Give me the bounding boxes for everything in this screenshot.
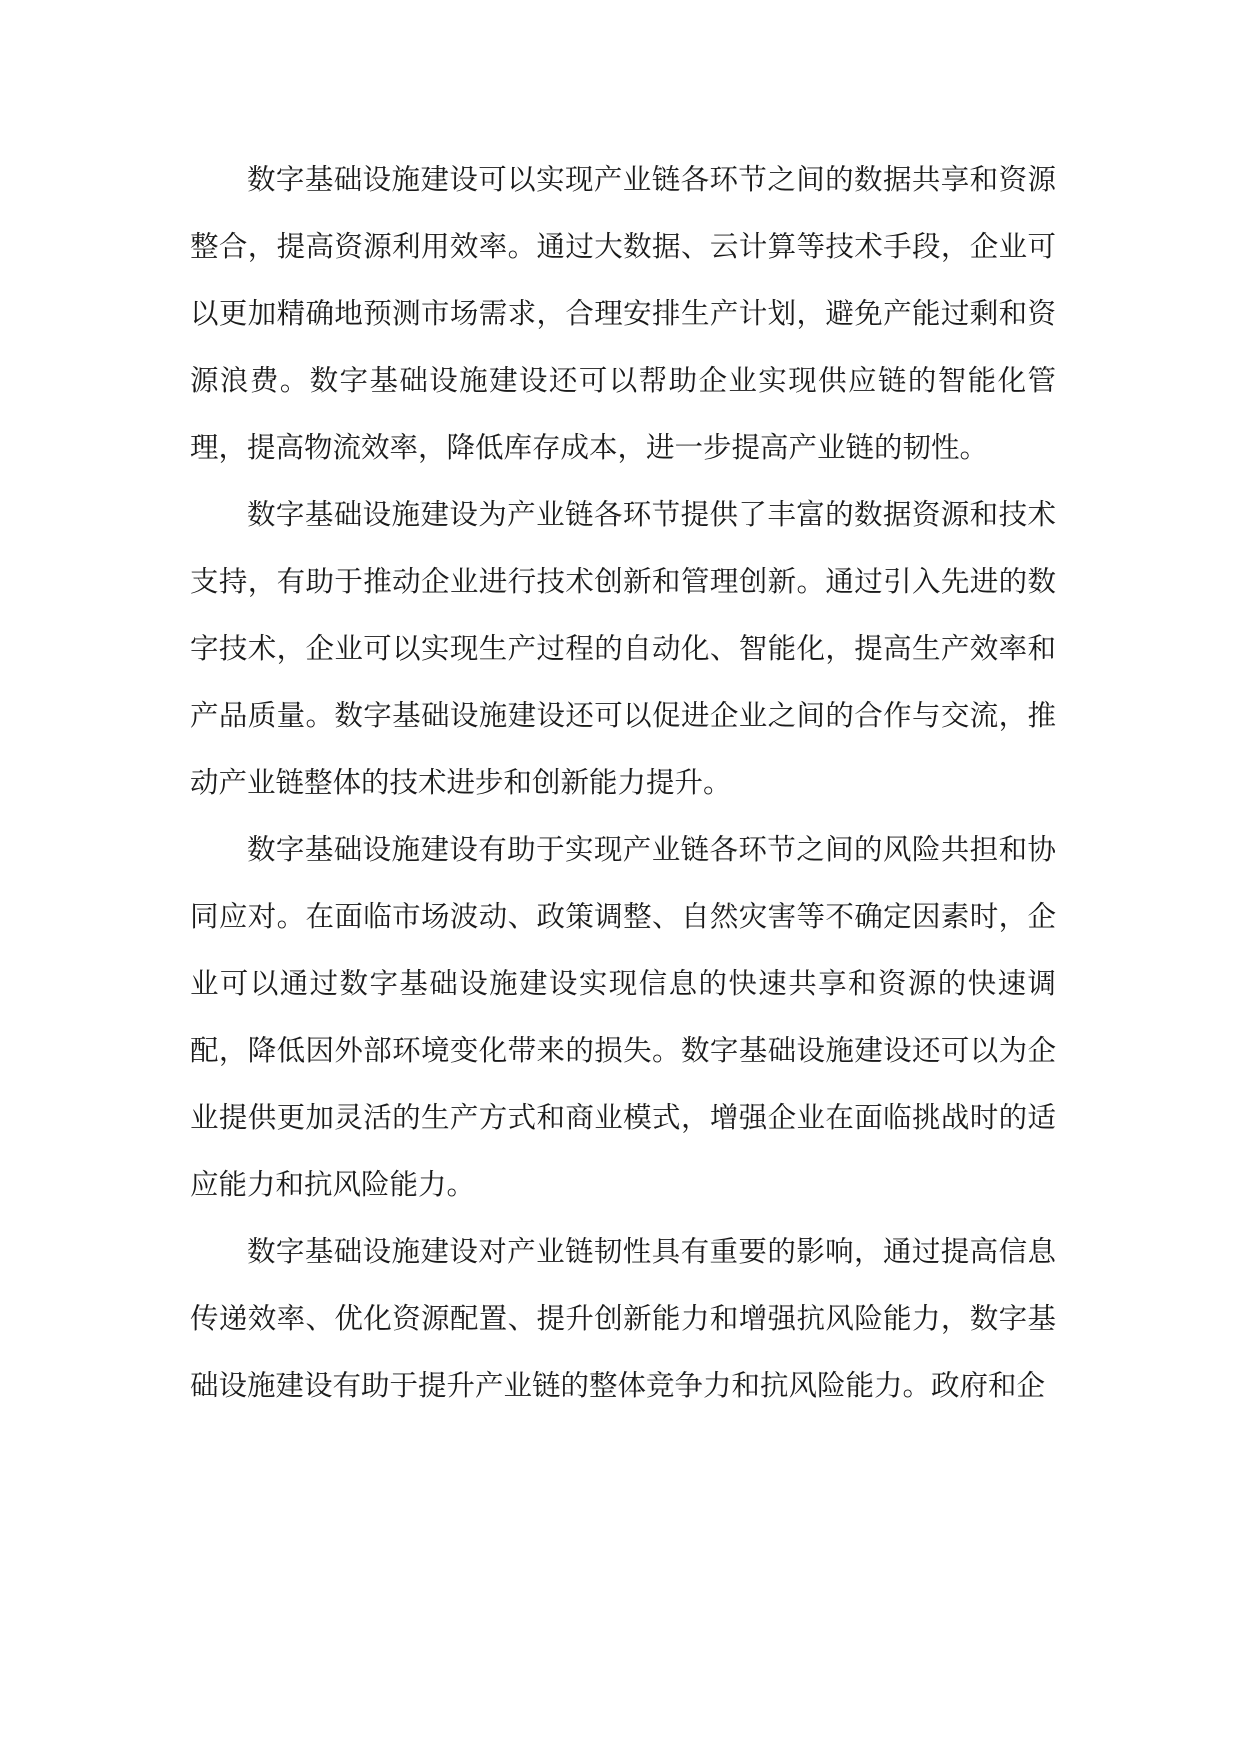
document-body	[190, 146, 1056, 1419]
paragraph-4: 数字基础设施建设对产业链韧性具有重要的影响，通过提高信息传递效率、优化资源配置、提升创新能力和增强抗风险能力，数字基础设施建设有助于提升产业链的整体竞争力和抗风险能力。政府和企	[190, 1235, 1056, 1402]
paragraph-1: 数字基础设施建设可以实现产业链各环节之间的数据共享和资源整合，提高资源利用效率。通过大数据、云计算等技术手段，企业可以更加精确地预测市场需求，合理安排生产计划，避免产能过剩和资源浪费。数字基础设施建设还可以帮助企业实现供应链的智能化管理，提高物流效率，降低库存成本，进一步提高产业链的韧性。	[190, 163, 1056, 464]
paragraph-2: 数字基础设施建设为产业链各环节提供了丰富的数据资源和技术支持，有助于推动企业进行技术创新和管理创新。通过引入先进的数字技术，企业可以实现生产过程的自动化、智能化，提高生产效率和产品质量。数字基础设施建设还可以促进企业之间的合作与交流，推动产业链整体的技术进步和创新能力提升。	[190, 498, 1056, 799]
paragraph-3: 数字基础设施建设有助于实现产业链各环节之间的风险共担和协同应对。在面临市场波动、政策调整、自然灾害等不确定因素时，企业可以通过数字基础设施建设实现信息的快速共享和资源的快速调配，降低因外部环境变化带来的损失。数字基础设施建设还可以为企业提供更加灵活的生产方式和商业模式，增强企业在面临挑战时的适应能力和抗风险能力。	[190, 833, 1056, 1201]
